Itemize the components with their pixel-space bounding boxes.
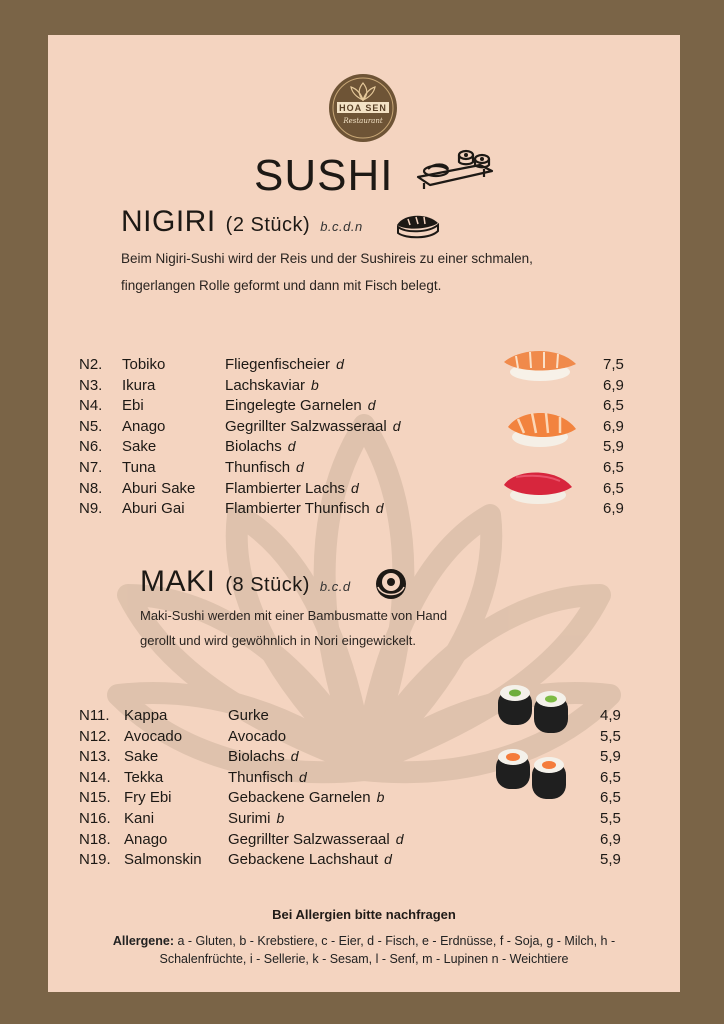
item-description: Surimi b (228, 810, 285, 827)
item-name: Tuna (122, 459, 156, 476)
menu-item-row (48, 748, 680, 768)
item-code: N4. (79, 397, 103, 415)
page-title: SUSHI (254, 151, 394, 200)
maki-icon (374, 567, 408, 601)
item-allergen: b (276, 810, 285, 826)
logo-subtitle: Restaurant (343, 117, 383, 125)
sushi-board-icon (414, 147, 496, 193)
item-allergen: b (311, 376, 319, 393)
item-allergen: d (395, 830, 404, 847)
item-description: Gebackene Lachshaut d (228, 851, 392, 869)
item-description: Fliegenfischeier d (225, 356, 344, 373)
item-name: Kani (124, 810, 155, 827)
menu-item-row (48, 728, 680, 748)
item-name: Anago (122, 417, 166, 435)
item-description: Thunfisch d (228, 768, 307, 786)
item-code: N15. (79, 789, 111, 807)
item-description: Flambierter Thunfisch d (225, 500, 384, 518)
nigiri-allergens: b.c.d.n (320, 219, 363, 234)
menu-item-row (48, 500, 680, 520)
item-description: Gebackene Garnelen b (228, 789, 385, 807)
item-price: 5,9 (600, 851, 621, 869)
tuna-nigiri-image (500, 463, 576, 507)
item-name: Ikura (122, 376, 156, 394)
menu-item-row (48, 459, 680, 479)
item-name: Tobiko (122, 356, 166, 373)
item-price: 4,9 (600, 707, 621, 724)
item-allergen: d (351, 479, 359, 496)
item-allergen: d (290, 748, 299, 765)
item-code: N11. (79, 707, 110, 724)
item-allergen: d (367, 397, 376, 414)
item-code: N12. (79, 727, 111, 745)
maki-description (140, 603, 560, 653)
item-price: 6,9 (603, 500, 624, 518)
menu-item-row (48, 831, 680, 851)
item-price: 7,5 (603, 356, 624, 373)
menu-item-row (48, 707, 680, 727)
item-code: N9. (79, 500, 103, 518)
nigiri-count: (2 Stück) (225, 214, 311, 236)
menu-item-row (48, 789, 680, 809)
nigiri-icon (394, 211, 442, 241)
item-allergen: d (392, 417, 401, 434)
ebi-nigiri-image (500, 340, 580, 384)
item-price: 6,9 (603, 417, 624, 435)
item-price: 6,9 (603, 376, 624, 394)
item-price: 5,9 (603, 438, 624, 456)
menu-item-row (48, 851, 680, 871)
item-price: 6,5 (600, 789, 621, 807)
maki-heading (140, 565, 351, 599)
item-description: Thunfisch d (225, 459, 304, 476)
allergen-legend (68, 932, 660, 968)
nigiri-heading (121, 205, 363, 239)
sake-nigiri-image (504, 403, 580, 451)
item-price: 6,9 (600, 830, 621, 848)
item-description: Gegrillter Salzwasseraal d (225, 417, 401, 435)
kappa-maki-image (494, 681, 574, 737)
item-price: 6,5 (600, 768, 621, 786)
menu-item-row (48, 810, 680, 830)
item-allergen: d (384, 851, 392, 868)
item-description: Biolachs d (225, 438, 296, 456)
item-description: Gegrillter Salzwasseraal d (228, 830, 404, 848)
maki-description-line: gerollt und wird gewöhnlich in Nori eingewickelt. (140, 633, 417, 648)
allergy-notice: Bei Allergien bitte nachfragen (272, 907, 456, 922)
maki-count: (8 Stück) (225, 574, 310, 596)
allergen-list: a - Gluten, b - Krebstiere, c - Eier, d - Fisch, e - Erdnüsse, f - Soja, g - Milch, h - Schalenfrüchte, i - Sellerie, k - Sesam, l - Senf, m - Lupinen n - Weichtiere (159, 934, 616, 966)
item-description: Flambierter Lachs d (225, 479, 359, 497)
item-name: Fry Ebi (124, 789, 172, 807)
maki-description-line: Maki-Sushi werden mit einer Bambusmatte von Hand (140, 608, 448, 623)
item-name: Salmonskin (124, 851, 202, 869)
nigiri-description-line: Beim Nigiri-Sushi wird der Reis und der Sushireis zu einer schmalen, (121, 251, 533, 266)
item-description: Lachskaviar b (225, 376, 319, 394)
item-name: Aburi Sake (122, 479, 196, 497)
menu-item-row (48, 397, 680, 417)
item-code: N3. (79, 376, 103, 394)
item-name: Sake (122, 438, 157, 456)
menu-item-row (48, 356, 680, 376)
item-code: N5. (79, 417, 103, 435)
item-price: 5,5 (600, 727, 621, 745)
item-name: Tekka (124, 768, 164, 786)
menu-item-row (48, 480, 680, 500)
item-allergen: d (287, 438, 296, 455)
menu-item-row (48, 769, 680, 789)
item-price: 5,9 (600, 748, 621, 766)
item-name: Anago (124, 830, 168, 848)
restaurant-logo (328, 73, 398, 143)
item-description: Eingelegte Garnelen d (225, 397, 376, 415)
item-price: 6,5 (603, 397, 624, 415)
item-description: Biolachs d (228, 748, 299, 766)
item-code: N8. (79, 479, 103, 497)
item-name: Kappa (124, 707, 168, 724)
item-price: 6,5 (603, 459, 624, 476)
item-allergen: b (376, 789, 385, 806)
item-name: Aburi Gai (122, 500, 185, 518)
item-code: N6. (79, 438, 103, 456)
menu-item-row (48, 438, 680, 458)
nigiri-description (121, 245, 641, 299)
item-price: 5,5 (600, 810, 621, 827)
item-allergen: d (375, 500, 384, 517)
item-name: Avocado (124, 727, 183, 745)
item-price: 6,5 (603, 479, 624, 497)
nigiri-description-line: fingerlangen Rolle geformt und dann mit Fisch belegt. (121, 278, 442, 293)
item-code: N16. (79, 810, 111, 827)
menu-item-row (48, 418, 680, 438)
item-code: N13. (79, 748, 111, 766)
logo-name: HOA SEN (339, 103, 387, 113)
sake-maki-image (492, 745, 574, 803)
menu-page (48, 35, 680, 992)
item-code: N19. (79, 851, 111, 869)
menu-item-row (48, 377, 680, 397)
item-code: N14. (79, 768, 111, 786)
nigiri-title: NIGIRI (121, 205, 216, 238)
item-code: N2. (79, 356, 103, 373)
item-description: Avocado (228, 727, 287, 745)
item-code: N18. (79, 830, 111, 848)
item-code: N7. (79, 459, 103, 476)
maki-allergens: b.c.d (319, 579, 351, 594)
allergen-label: Allergene: (112, 934, 174, 948)
item-description: Gurke (228, 707, 269, 724)
item-allergen: d (336, 356, 344, 372)
maki-title: MAKI (140, 565, 216, 598)
item-name: Sake (124, 748, 159, 766)
item-allergen: d (299, 768, 307, 785)
item-name: Ebi (122, 397, 144, 415)
item-allergen: d (296, 459, 304, 475)
